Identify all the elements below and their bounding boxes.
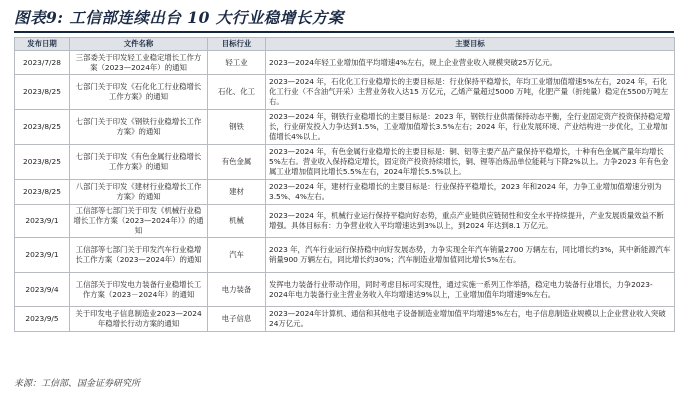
cell-goal: 2023—2024 年，建材行业稳增长的主要目标是：行业保持平稳增长，2023 年和2024 年，力争工业增加值增速分别为3.5%、4%左右。 xyxy=(266,180,675,205)
table-header-row xyxy=(15,38,675,51)
cell-date: 2023/9/5 xyxy=(15,307,70,332)
cell-industry: 有色金属 xyxy=(208,145,266,180)
cell-industry: 电力装备 xyxy=(208,273,266,307)
table-row xyxy=(15,180,675,205)
cell-file: 七部门关于印发《石化化工行业稳增长工作方案》的通知 xyxy=(70,75,208,110)
table-row xyxy=(15,110,675,145)
header-industry: 目标行业 xyxy=(208,38,266,51)
policy-table xyxy=(14,37,675,332)
table-row xyxy=(15,273,675,307)
header-date: 发布日期 xyxy=(15,38,70,51)
title-rule xyxy=(14,31,674,33)
cell-file: 三部委关于印发轻工业稳定增长工作方案（2023—2024年）的通知 xyxy=(70,51,208,75)
cell-goal: 2023—2024年计算机、通信和其他电子设备制造业增加值平均增速5%左右，电子信息制造业规模以上企业营业收入突破24万亿元。 xyxy=(266,307,675,332)
cell-goal: 2023 年，汽车行业运行保持稳中向好发展态势，力争实现全年汽车销量2700 万辆左右，同比增长约3%，其中新能源汽车销量900 万辆左右，同比增长约30%；汽车制造业增加值同比增长5%左右。 xyxy=(266,238,675,273)
cell-industry: 石化、化工 xyxy=(208,75,266,110)
cell-file: 工信部等七部门关于印发《机械行业稳增长工作方案（2023—2024年）》的通知 xyxy=(70,205,208,238)
table-row xyxy=(15,75,675,110)
cell-file: 七部门关于印发《有色金属行业稳增长工作方案》的通知 xyxy=(70,145,208,180)
table-row xyxy=(15,238,675,273)
table-row xyxy=(15,51,675,75)
cell-industry: 建材 xyxy=(208,180,266,205)
cell-goal: 2023—2024 年，有色金属行业稳增长的主要目标是：铜、铝等主要产品产量保持平稳增长，十种有色金属产量年均增长5%左右。营业收入保持稳定增长，固定资产投资持续增长，铜、锂等冶炼品单位能耗与下降2%以上。力争2023 年有色金属工业增加值同比增长5.5%左右，2024年增长5.5%以上。 xyxy=(266,145,675,180)
cell-goal: 发挥电力装备行业带动作用，同时考虑目标可实现性，通过实施一系列工作举措，稳定电力装备行业增长，力争2023-2024年电力装备行业主营业务收入年均增速达9%以上，工业增加值年均增速9%左右。 xyxy=(266,273,675,307)
table-row xyxy=(15,205,675,238)
cell-date: 2023/8/25 xyxy=(15,145,70,180)
cell-industry: 机械 xyxy=(208,205,266,238)
cell-date: 2023/8/25 xyxy=(15,110,70,145)
cell-date: 2023/8/25 xyxy=(15,180,70,205)
cell-date: 2023/8/25 xyxy=(15,75,70,110)
header-goal: 主要目标 xyxy=(266,38,675,51)
cell-file: 工信部等七部门关于印发汽车行业稳增长工作方案（2023—2024年）的通知 xyxy=(70,238,208,273)
cell-industry: 钢铁 xyxy=(208,110,266,145)
source-note: 来源：工信部、国金证券研究所 xyxy=(14,379,141,389)
table-row xyxy=(15,145,675,180)
figure-title: 图表9: 工信部连续出台 10 大行业稳增长方案 xyxy=(14,8,344,27)
cell-goal: 2023—2024 年，石化化工行业稳增长的主要目标是：行业保持平稳增长，年均工业增加值增速5%左右，2024 年，石化化工行业（不含油气开采）主营业务收入达15 万亿元，乙烯产量超过5000 万吨，化肥产量（折纯量）稳定在5500万吨左右。 xyxy=(266,75,675,110)
cell-goal: 2023—2024 年，机械行业运行保持平稳向好态势，重点产业链供应链韧性和安全水平持续提升，产业发展质量效益不断增强。具体目标有：力争营业收入平均增速达到3%以上，到2024 年达到8.1 万亿元。 xyxy=(266,205,675,238)
cell-industry: 电子信息 xyxy=(208,307,266,332)
cell-file: 七部门关于印发《钢铁行业稳增长工作方案》的通知 xyxy=(70,110,208,145)
cell-date: 2023/9/4 xyxy=(15,273,70,307)
cell-goal: 2023—2024 年，钢铁行业稳增长的主要目标是：2023 年，钢铁行业供需保持动态平衡，全行业固定资产投资保持稳定增长，行业研发投入力争达到1.5%，工业增加值增长3.5%左右；2024 年，行业发展环境、产业结构进一步优化，工业增加值增长4%以上。 xyxy=(266,110,675,145)
cell-date: 2023/7/28 xyxy=(15,51,70,75)
header-file: 文件名称 xyxy=(70,38,208,51)
cell-date: 2023/9/1 xyxy=(15,238,70,273)
cell-file: 关于印发电子信息制造业2023—2024年稳增长行动方案的通知 xyxy=(70,307,208,332)
cell-goal: 2023—2024年轻工业增加值平均增速4%左右，规上企业营业收入规模突破25万亿元。 xyxy=(266,51,675,75)
cell-industry: 轻工业 xyxy=(208,51,266,75)
cell-file: 工信部关于印发电力装备行业稳增长工作方案（2023－2024年）的通知 xyxy=(70,273,208,307)
cell-file: 八部门关于印发《建材行业稳增长工作方案》的通知 xyxy=(70,180,208,205)
table-row xyxy=(15,307,675,332)
cell-industry: 汽车 xyxy=(208,238,266,273)
cell-date: 2023/9/1 xyxy=(15,205,70,238)
